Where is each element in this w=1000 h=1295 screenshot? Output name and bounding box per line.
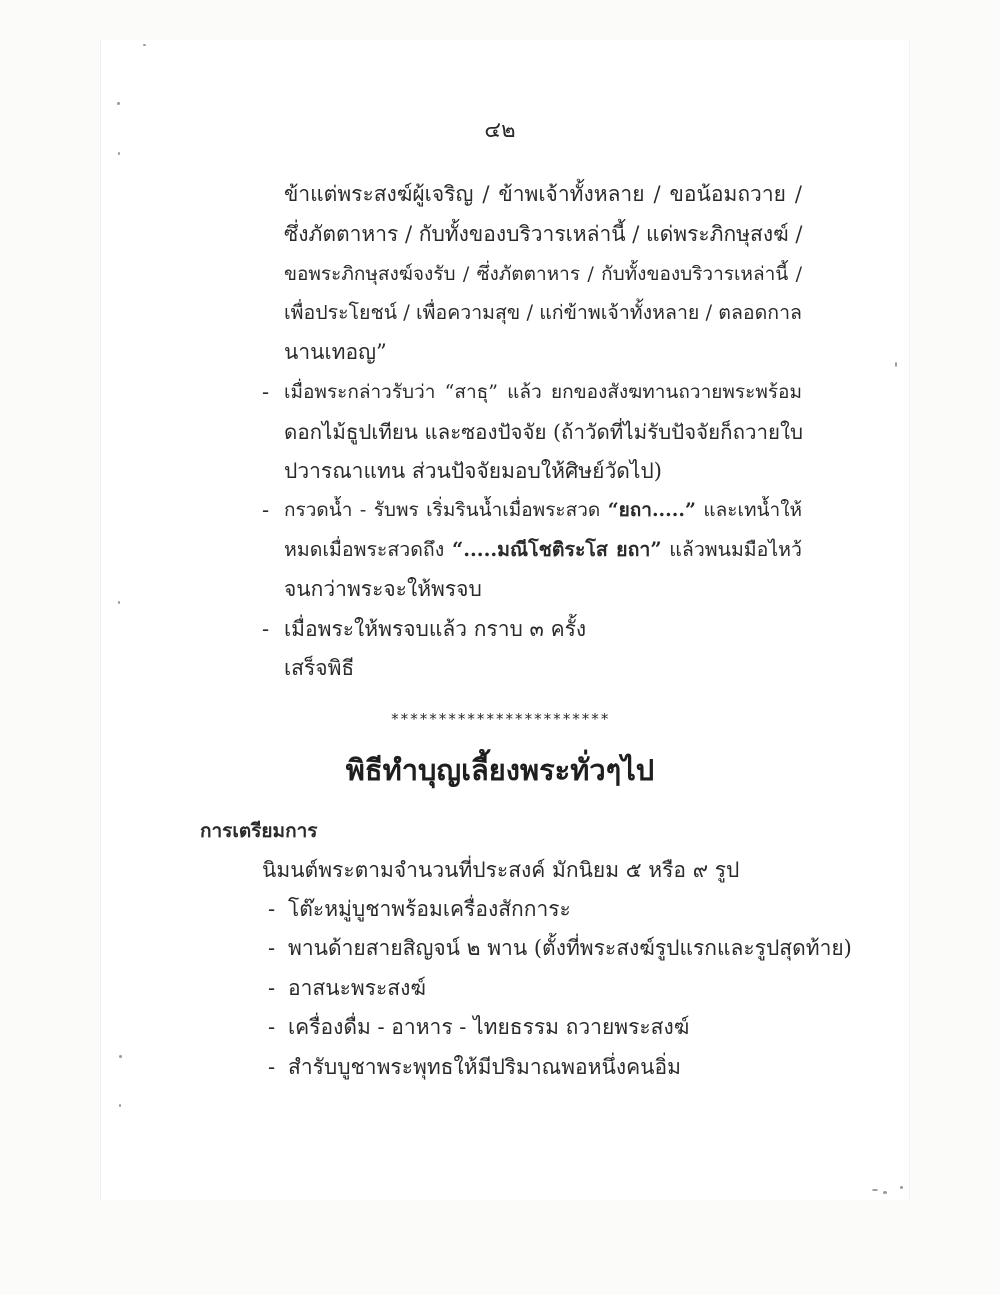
step-line: [284, 492, 802, 528]
bullet-dash: -: [268, 936, 276, 960]
step-text: แล้วพนมมือไหว้: [661, 538, 802, 561]
scan-speck: [117, 102, 120, 105]
bullet-dash: -: [268, 897, 276, 921]
section-title: พิธีทำบุญเลี้ยงพระทั่วๆไป: [345, 753, 655, 787]
page-number: ๔๒: [484, 118, 516, 143]
prep-item: พานด้ายสายสิญจน์ ๒ พาน (ตั้งที่พระสงฆ์รูปแรกและรูปสุดท้าย): [288, 936, 852, 960]
scan-speck: [119, 1055, 122, 1058]
scan-speck: [872, 1189, 878, 1191]
scan-speck: [143, 44, 146, 46]
scan-speck: [883, 1191, 887, 1194]
paragraph-line: นานเทอญ”: [284, 340, 387, 364]
step-text: กรวดน้ำ - รับพร เริ่มรินน้ำเมื่อพระสวด: [284, 499, 608, 521]
prep-heading: การเตรียมการ: [200, 820, 318, 842]
chant-bold: “.....มณีโชติระโส ยถา”: [452, 538, 662, 561]
step-text: หมดเมื่อพระสวดถึง: [284, 538, 452, 561]
bullet-dash: -: [268, 1055, 276, 1079]
scan-speck: [118, 152, 120, 155]
prep-item: อาสนะพระสงฆ์: [288, 976, 426, 1000]
paragraph-line: ซึ่งภัตตาหาร / กับทั้งของบริวารเหล่านี้ / แด่พระภิกษุสงฆ์ /: [284, 222, 803, 246]
prep-item: เครื่องดื่ม - อาหาร - ไทยธรรม ถวายพระสงฆ์: [288, 1015, 690, 1039]
step-line: เมื่อพระให้พรจบแล้ว กราบ ๓ ครั้ง: [284, 617, 587, 641]
scan-speck: [118, 601, 120, 604]
bullet-dash: -: [262, 380, 270, 404]
bullet-dash: -: [262, 498, 270, 522]
scan-speck: [900, 1186, 903, 1189]
section-separator: ***********************: [390, 710, 610, 728]
step-line: [284, 532, 802, 568]
prep-intro: นิมนต์พระตามจำนวนที่ประสงค์ มักนิยม ๕ หรือ ๙ รูป: [262, 858, 740, 882]
bullet-dash: -: [268, 976, 276, 1000]
scan-speck: [895, 362, 897, 367]
bullet-dash: -: [268, 1015, 276, 1039]
scan-speck: [119, 1104, 121, 1107]
step-line: ดอกไม้ธูปเทียน และซองปัจจัย (ถ้าวัดที่ไม่รับปัจจัยก็ถวายใบ: [284, 420, 804, 444]
chant-bold: “ยถา.....”: [607, 499, 696, 521]
step-text: และเทน้ำให้: [695, 499, 802, 521]
paragraph-line: เพื่อประโยชน์ / เพื่อความสุข / แก่ข้าพเจ้าทั้งหลาย / ตลอดกาล: [284, 301, 802, 324]
finish-line: เสร็จพิธี: [284, 656, 355, 680]
paragraph-line: ขอพระภิกษุสงฆ์จงรับ / ซึ่งภัตตาหาร / กับทั้งของบริวารเหล่านี้ /: [284, 263, 802, 285]
bullet-dash: -: [262, 617, 270, 641]
prep-item: สำรับบูชาพระพุทธให้มีปริมาณพอหนึ่งคนอิ่ม: [288, 1055, 681, 1079]
step-line: จนกว่าพระจะให้พรจบ: [284, 577, 482, 601]
paragraph-line: ข้าแต่พระสงฆ์ผู้เจริญ / ข้าพเจ้าทั้งหลาย / ขอน้อมถวาย /: [284, 182, 802, 206]
prep-item: โต๊ะหมู่บูชาพร้อมเครื่องสักการะ: [288, 897, 571, 921]
step-line: เมื่อพระกล่าวรับว่า “สาธุ” แล้ว ยกของสังฆทานถวายพระพร้อม: [284, 381, 802, 403]
step-line: ปวารณาแทน ส่วนปัจจัยมอบให้ศิษย์วัดไป): [284, 459, 662, 483]
